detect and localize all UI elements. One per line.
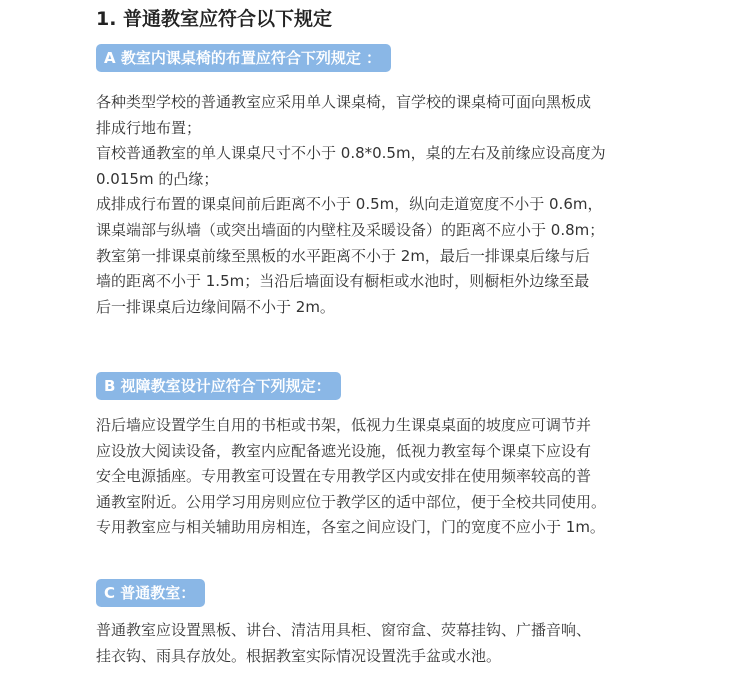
paragraph-line: 墙的距离不小于 1.5m；当沿后墙面设有橱柜或水池时，则橱柜外边缘至最: [96, 272, 590, 291]
paragraph-line: 0.015m 的凸缘；: [96, 169, 219, 188]
section-a-body: [96, 90, 696, 320]
section-b-header: B 视障教室设计应符合下列规定：: [96, 372, 341, 400]
paragraph-line: 各种类型学校的普通教室应采用单人课桌椅，盲学校的课桌椅可面向黑板成: [96, 93, 592, 111]
paragraph-line: 教室第一排课桌前缘至黑板的水平距离不小于 2m，最后一排课桌后缘与后: [96, 246, 590, 265]
section-a-header: A 教室内课桌椅的布置应符合下列规定 ：: [96, 44, 391, 72]
section-b-body: [96, 413, 696, 541]
paragraph-line: 专用教室应与相关辅助用房相连，各室之间应设门，门的宽度不应小于 1m。: [96, 518, 605, 537]
paragraph-line: 课桌端部与纵墙（或突出墙面的内壁柱及采暖设备）的距离不应小于 0.8m；: [96, 220, 605, 239]
paragraph-line: 应设放大阅读设备，教室内应配备遮光设施，低视力教室每个课桌下应设有: [96, 441, 592, 460]
paragraph-line: 通教室附近。公用学习用房则应位于教学区的适中部位，便于全校共同使用。: [96, 492, 607, 511]
section-c-header: C 普通教室：: [96, 579, 205, 607]
paragraph-line: 排成行地布置；: [96, 118, 202, 137]
paragraph-line: 沿后墙应设置学生自用的书柜或书架，低视力生课桌桌面的坡度应可调节并: [96, 416, 592, 434]
paragraph-line: 后一排课桌后边缘间隔不小于 2m。: [96, 297, 335, 316]
section-c-body: [96, 618, 696, 669]
paragraph-line: 挂衣钩、雨具存放处。根据教室实际情况设置洗手盆或水池。: [96, 646, 502, 665]
paragraph-line: 安全电源插座。专用教室可设置在专用教学区内或安排在使用频率较高的普: [96, 467, 592, 486]
paragraph-line: 普通教室应设置黑板、讲台、清洁用具柜、窗帘盒、荧幕挂钩、广播音响、: [96, 621, 592, 639]
paragraph-line: 盲校普通教室的单人课桌尺寸不小于 0.8*0.5m，桌的左右及前缘应设高度为: [96, 144, 606, 163]
page-title: 1. 普通教室应符合以下规定: [96, 8, 333, 30]
paragraph-line: 成排成行布置的课桌间前后距离不小于 0.5m，纵向走道宽度不小于 0.6m，: [96, 195, 603, 214]
